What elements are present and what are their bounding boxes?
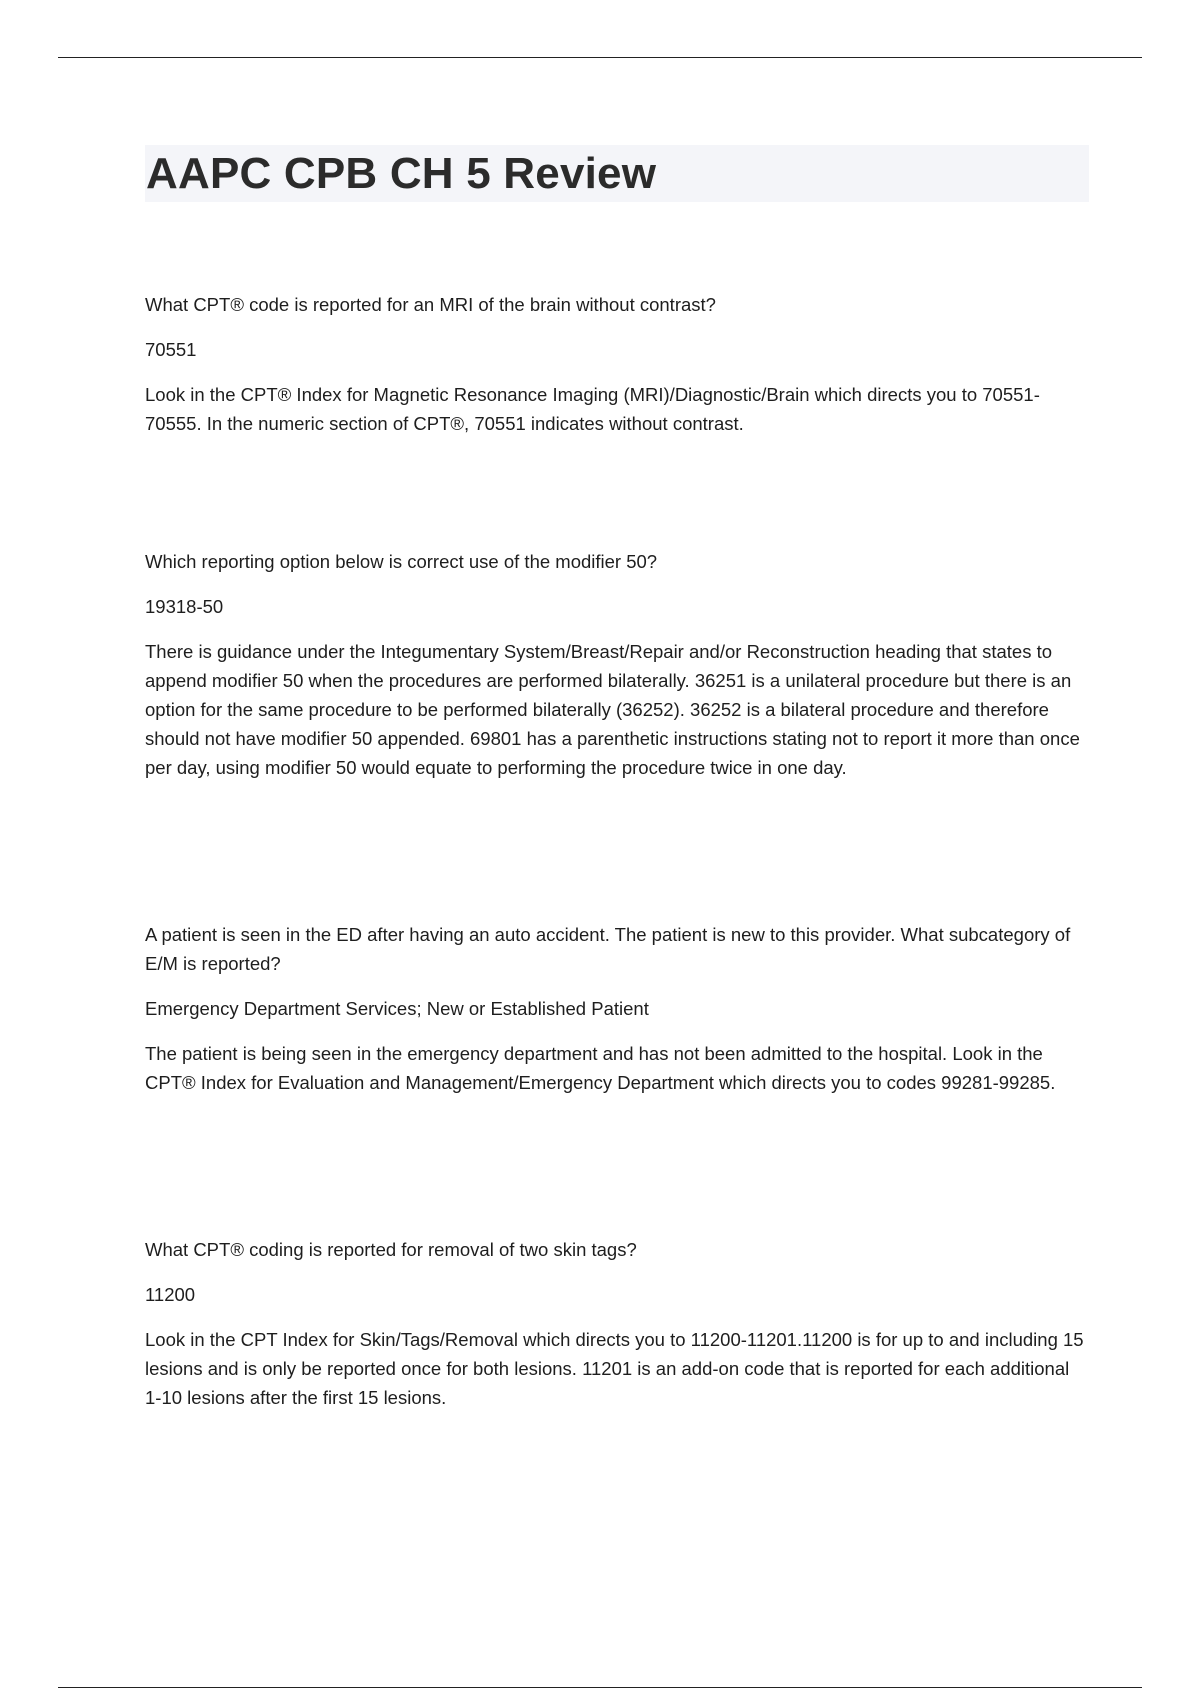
answer-text: 11200 — [145, 1284, 196, 1305]
title-banner — [145, 145, 1089, 202]
answer-text: 70551 — [145, 339, 197, 360]
explanation-text: The patient is being seen in the emergency department and has not been admitted to the hospital. Look in the CPT® Index for Evaluation and Management/Emergency Department which directs you to codes 99281-99285. — [145, 1043, 1056, 1093]
question-text: Which reporting option below is correct use of the modifier 50? — [145, 551, 658, 572]
qa-item-2 — [145, 547, 1085, 782]
answer-text: 19318-50 — [145, 596, 224, 617]
bottom-rule — [58, 1687, 1142, 1688]
qa-item-4 — [145, 1235, 1085, 1412]
qa-item-3 — [145, 920, 1085, 1097]
title-section — [145, 145, 1089, 202]
question-text: What CPT® code is reported for an MRI of the brain without contrast? — [145, 294, 716, 315]
question-text: What CPT® coding is reported for removal of two skin tags? — [145, 1239, 637, 1260]
explanation-text: There is guidance under the Integumentary System/Breast/Repair and/or Reconstruction heading that states to append modifier 50 when the procedures are performed bilaterally. 36251 is a unilateral procedure but there is an option for the same procedure to be performed bilaterally (36252). 36252 is a bilateral procedure and therefore should not have modifier 50 appended. 69801 has a parenthetic instructions stating not to report it more than once per day, using modifier 50 would equate to performing the procedure twice in one day. — [145, 641, 1080, 778]
explanation-text: Look in the CPT® Index for Magnetic Resonance Imaging (MRI)/Diagnostic/Brain which directs you to 70551-70555. In the numeric section of CPT®, 70551 indicates without contrast. — [145, 384, 1040, 434]
top-rule — [58, 57, 1142, 58]
explanation-text: Look in the CPT Index for Skin/Tags/Removal which directs you to 11200-11201.11200 is for up to and including 15 lesions and is only be reported once for both lesions. 11201 is an add-on code that is reported for each additional 1-10 lesions after the first 15 lesions. — [145, 1329, 1084, 1408]
answer-text: Emergency Department Services; New or Established Patient — [145, 998, 649, 1019]
question-text: A patient is seen in the ED after having an auto accident. The patient is new to this provider. What subcategory of E/M is reported? — [145, 924, 1071, 974]
qa-item-1 — [145, 290, 1085, 438]
page-title: AAPC CPB CH 5 Review — [146, 148, 657, 198]
